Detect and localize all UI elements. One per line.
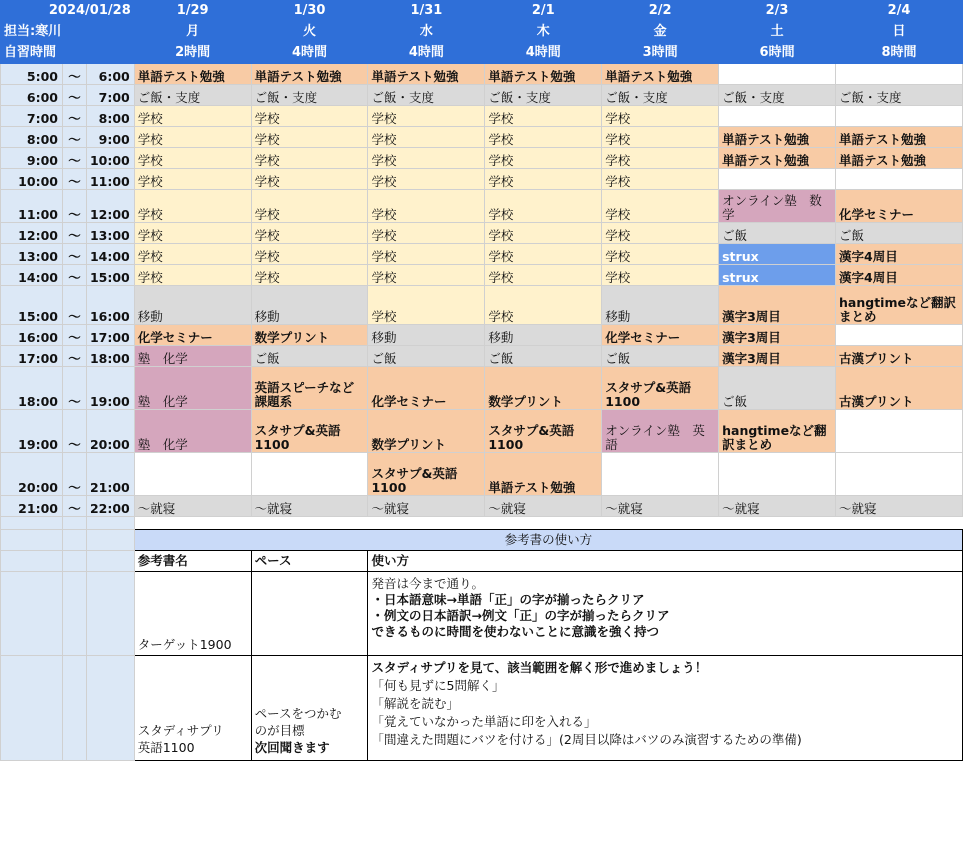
time-slot-row [1, 106, 963, 127]
time-tilde: ～ [62, 223, 86, 244]
schedule-cell: 学校 [251, 244, 368, 265]
study-hours-cell: 6時間 [719, 43, 836, 64]
schedule-cell: ～就寝 [134, 496, 251, 517]
time-start: 19:00 [1, 410, 63, 453]
schedule-cell: スタサプ&英語1100 [368, 453, 485, 496]
time-tilde: ～ [62, 286, 86, 325]
reference-book-pace [251, 572, 368, 656]
weekday-sun: 日 [836, 22, 963, 43]
time-end: 7:00 [86, 85, 134, 106]
time-slot-row [1, 127, 963, 148]
time-start: 12:00 [1, 223, 63, 244]
time-end: 18:00 [86, 346, 134, 367]
time-slot-row [1, 190, 963, 223]
schedule-cell: 移動 [602, 286, 719, 325]
schedule-cell: 学校 [134, 265, 251, 286]
schedule-cell: 学校 [602, 169, 719, 190]
time-start: 15:00 [1, 286, 63, 325]
blank-cell [86, 656, 134, 761]
time-tilde: ～ [62, 148, 86, 169]
schedule-cell: 単語テスト勉強 [134, 64, 251, 85]
schedule-cell: 学校 [251, 127, 368, 148]
schedule-cell: 単語テスト勉強 [602, 64, 719, 85]
time-tilde: ～ [62, 325, 86, 346]
schedule-cell [836, 453, 963, 496]
schedule-cell: strux [719, 244, 836, 265]
usage-line: 「覚えていなかった単語に印を入れる」 [371, 714, 597, 729]
schedule-cell [836, 106, 963, 127]
time-slot-row [1, 346, 963, 367]
time-start: 5:00 [1, 64, 63, 85]
time-start: 13:00 [1, 244, 63, 265]
schedule-cell: 単語テスト勉強 [719, 148, 836, 169]
weekday-fri: 金 [602, 22, 719, 43]
time-tilde: ～ [62, 410, 86, 453]
blank-cell [1, 517, 63, 530]
time-end: 11:00 [86, 169, 134, 190]
schedule-cell: 学校 [251, 169, 368, 190]
schedule-cell: 学校 [485, 106, 602, 127]
usage-line: できるものに時間を使わないことに意識を強く持つ [371, 624, 659, 639]
time-start: 16:00 [1, 325, 63, 346]
schedule-cell: 漢字3周目 [719, 325, 836, 346]
time-start: 21:00 [1, 496, 63, 517]
study-hours-cell: 8時間 [836, 43, 963, 64]
time-end: 10:00 [86, 148, 134, 169]
time-end: 13:00 [86, 223, 134, 244]
reference-section [1, 517, 963, 761]
time-end: 22:00 [86, 496, 134, 517]
study-hours-cell: 4時間 [368, 43, 485, 64]
time-end: 21:00 [86, 453, 134, 496]
reference-book-pace [251, 656, 368, 761]
time-start: 9:00 [1, 148, 63, 169]
book-name-line: 英語1100 [137, 740, 195, 755]
schedule-cell: 単語テスト勉強 [485, 64, 602, 85]
schedule-cell: ご飯・支度 [836, 85, 963, 106]
time-slot-row [1, 367, 963, 410]
usage-line: 「解説を読む」 [371, 696, 459, 711]
schedule-cell: ご飯 [251, 346, 368, 367]
schedule-cell: オンライン塾 英語 [602, 410, 719, 453]
schedule-cell: 学校 [485, 265, 602, 286]
schedule-cell: 漢字3周目 [719, 286, 836, 325]
blank-cell [1, 530, 63, 551]
schedule-cell: スタサプ&英語1100 [251, 410, 368, 453]
time-end: 8:00 [86, 106, 134, 127]
study-hours-cell: 4時間 [251, 43, 368, 64]
schedule-cell: 数学プリント [368, 410, 485, 453]
schedule-cell: 学校 [602, 265, 719, 286]
schedule-cell: 学校 [485, 169, 602, 190]
schedule-cell: 塾 化学 [134, 367, 251, 410]
date-row [1, 1, 963, 22]
time-slot-row [1, 244, 963, 265]
schedule-cell: 学校 [368, 169, 485, 190]
blank-cell [86, 572, 134, 656]
reference-title: 参考書の使い方 [134, 530, 962, 551]
weekday-sat: 土 [719, 22, 836, 43]
schedule-cell: 単語テスト勉強 [485, 453, 602, 496]
weekday-tue: 火 [251, 22, 368, 43]
schedule-cell: ご飯 [368, 346, 485, 367]
spacer-row [1, 517, 963, 530]
date-1-30: 1/30 [251, 1, 368, 22]
time-slot-row [1, 265, 963, 286]
time-tilde: ～ [62, 453, 86, 496]
time-tilde: ～ [62, 496, 86, 517]
schedule-cell: ご飯・支度 [602, 85, 719, 106]
time-start: 18:00 [1, 367, 63, 410]
schedule-cell [719, 106, 836, 127]
time-end: 17:00 [86, 325, 134, 346]
time-slot-row [1, 453, 963, 496]
time-start: 20:00 [1, 453, 63, 496]
reference-header-row [1, 551, 963, 572]
schedule-cell: 化学セミナー [134, 325, 251, 346]
schedule-cell: 学校 [602, 127, 719, 148]
blank-cell [62, 572, 86, 656]
schedule-cell: ご飯・支度 [719, 85, 836, 106]
schedule-cell: 学校 [368, 106, 485, 127]
reference-col-usage: 使い方 [368, 551, 963, 572]
time-slot-row [1, 64, 963, 85]
schedule-cell: 学校 [134, 169, 251, 190]
blank-cell [134, 517, 962, 530]
study-hours-row [1, 43, 963, 64]
schedule-cell: 学校 [602, 244, 719, 265]
study-hours-cell: 2時間 [134, 43, 251, 64]
time-start: 8:00 [1, 127, 63, 148]
time-start: 11:00 [1, 190, 63, 223]
time-slot-row [1, 85, 963, 106]
schedule-cell: 古漢プリント [836, 346, 963, 367]
schedule-cell: 学校 [134, 244, 251, 265]
time-start: 7:00 [1, 106, 63, 127]
schedule-cell: 学校 [368, 265, 485, 286]
reference-book-usage [368, 572, 963, 656]
schedule-cell: ご飯 [719, 367, 836, 410]
pace-line: のが目標 [254, 723, 305, 738]
schedule-cell: 学校 [485, 286, 602, 325]
time-end: 16:00 [86, 286, 134, 325]
schedule-cell: 化学セミナー [836, 190, 963, 223]
study-hours-cell: 3時間 [602, 43, 719, 64]
schedule-cell: ～就寝 [719, 496, 836, 517]
time-end: 19:00 [86, 367, 134, 410]
schedule-cell: strux [719, 265, 836, 286]
schedule-cell: 学校 [251, 265, 368, 286]
schedule-cell: 学校 [485, 190, 602, 223]
time-end: 12:00 [86, 190, 134, 223]
time-end: 20:00 [86, 410, 134, 453]
blank-cell [86, 517, 134, 530]
time-slot-row [1, 286, 963, 325]
schedule-body [1, 64, 963, 517]
usage-line: 「何も見ずに5問解く」 [371, 678, 505, 693]
schedule-cell: 学校 [134, 223, 251, 244]
time-slot-row [1, 325, 963, 346]
schedule-cell: 単語テスト勉強 [368, 64, 485, 85]
time-start: 10:00 [1, 169, 63, 190]
schedule-cell [719, 453, 836, 496]
schedule-cell: 化学セミナー [368, 367, 485, 410]
time-tilde: ～ [62, 64, 86, 85]
time-end: 15:00 [86, 265, 134, 286]
schedule-cell: ～就寝 [836, 496, 963, 517]
weekday-mon: 月 [134, 22, 251, 43]
schedule-cell: ご飯 [602, 346, 719, 367]
schedule-cell: 単語テスト勉強 [719, 127, 836, 148]
pace-line: ペースをつかむ [254, 706, 342, 721]
weekday-row [1, 22, 963, 43]
schedule-cell: hangtimeなど翻訳まとめ [719, 410, 836, 453]
schedule-cell: hangtimeなど翻訳まとめ [836, 286, 963, 325]
schedule-cell: 学校 [251, 223, 368, 244]
schedule-cell: 学校 [134, 190, 251, 223]
study-hours-label: 自習時間 [1, 43, 135, 64]
time-end: 6:00 [86, 64, 134, 85]
date-2-3: 2/3 [719, 1, 836, 22]
blank-cell [62, 656, 86, 761]
date-1-29: 1/29 [134, 1, 251, 22]
schedule-cell [602, 453, 719, 496]
schedule-cell: 学校 [134, 106, 251, 127]
reference-col-name: 参考書名 [134, 551, 251, 572]
schedule-cell: 学校 [134, 127, 251, 148]
schedule-cell: ～就寝 [602, 496, 719, 517]
schedule-cell: 化学セミナー [602, 325, 719, 346]
reference-row-studysapuri [1, 656, 963, 761]
schedule-cell: 学校 [485, 148, 602, 169]
schedule-cell: 学校 [251, 148, 368, 169]
schedule-cell: 学校 [602, 190, 719, 223]
time-start: 6:00 [1, 85, 63, 106]
time-tilde: ～ [62, 85, 86, 106]
time-slot-row [1, 148, 963, 169]
schedule-cell: 数学プリント [251, 325, 368, 346]
schedule-cell: 漢字3周目 [719, 346, 836, 367]
schedule-cell: 数学プリント [485, 367, 602, 410]
schedule-cell: 移動 [485, 325, 602, 346]
schedule-cell: スタサプ&英語1100 [602, 367, 719, 410]
time-end: 9:00 [86, 127, 134, 148]
schedule-cell [836, 64, 963, 85]
schedule-cell: 学校 [134, 148, 251, 169]
date-2-2: 2/2 [602, 1, 719, 22]
schedule-cell: 学校 [602, 106, 719, 127]
schedule-cell [251, 453, 368, 496]
schedule-cell: 学校 [368, 148, 485, 169]
weekday-wed: 水 [368, 22, 485, 43]
schedule-cell: 学校 [368, 190, 485, 223]
schedule-cell: ご飯・支度 [368, 85, 485, 106]
schedule-cell: 単語テスト勉強 [836, 148, 963, 169]
schedule-cell: 移動 [134, 286, 251, 325]
blank-cell [1, 551, 63, 572]
usage-line: ・例文の日本語訳→例文「正」の字が揃ったらクリア [371, 608, 670, 623]
time-tilde: ～ [62, 169, 86, 190]
schedule-cell: 学校 [485, 223, 602, 244]
date-2-4: 2/4 [836, 1, 963, 22]
schedule-cell: 塾 化学 [134, 410, 251, 453]
teacher-label: 担当:寒川 [1, 22, 135, 43]
schedule-cell: 単語テスト勉強 [836, 127, 963, 148]
blank-cell [62, 517, 86, 530]
time-slot-row [1, 169, 963, 190]
schedule-cell: 学校 [251, 106, 368, 127]
time-slot-row [1, 410, 963, 453]
schedule-cell: 学校 [485, 244, 602, 265]
blank-cell [62, 530, 86, 551]
schedule-cell: 英語スピーチなど課題系 [251, 367, 368, 410]
schedule-cell: ご飯 [485, 346, 602, 367]
blank-cell [1, 572, 63, 656]
schedule-cell: 漢字4周目 [836, 265, 963, 286]
schedule-cell: 学校 [485, 127, 602, 148]
time-slot-row [1, 496, 963, 517]
schedule-cell [719, 169, 836, 190]
schedule-cell [836, 169, 963, 190]
schedule-cell: 移動 [251, 286, 368, 325]
book-name-line: スタディサプリ [137, 723, 224, 738]
schedule-cell: ご飯・支度 [251, 85, 368, 106]
schedule-cell [836, 325, 963, 346]
date-1-31: 1/31 [368, 1, 485, 22]
reference-row-target1900 [1, 572, 963, 656]
reference-book-usage [368, 656, 963, 761]
schedule-cell [836, 410, 963, 453]
schedule-cell: ～就寝 [251, 496, 368, 517]
reference-book-name: ターゲット1900 [134, 572, 251, 656]
schedule-cell: 移動 [368, 325, 485, 346]
schedule-cell: ご飯・支度 [134, 85, 251, 106]
usage-line: ・日本語意味→単語「正」の字が揃ったらクリア [371, 592, 645, 607]
blank-cell [86, 530, 134, 551]
time-tilde: ～ [62, 346, 86, 367]
reference-date: 2024/01/28 [1, 1, 135, 22]
schedule-cell [719, 64, 836, 85]
time-start: 17:00 [1, 346, 63, 367]
schedule-cell: 漢字4周目 [836, 244, 963, 265]
schedule-cell: 古漢プリント [836, 367, 963, 410]
time-tilde: ～ [62, 367, 86, 410]
weekday-thu: 木 [485, 22, 602, 43]
time-tilde: ～ [62, 127, 86, 148]
blank-cell [62, 551, 86, 572]
time-tilde: ～ [62, 106, 86, 127]
schedule-cell: 学校 [368, 127, 485, 148]
reference-title-row [1, 530, 963, 551]
schedule-cell: ～就寝 [485, 496, 602, 517]
schedule-cell: 学校 [368, 244, 485, 265]
schedule-cell: 単語テスト勉強 [251, 64, 368, 85]
schedule-cell: 学校 [251, 190, 368, 223]
time-start: 14:00 [1, 265, 63, 286]
schedule-cell: ご飯 [719, 223, 836, 244]
date-2-1: 2/1 [485, 1, 602, 22]
schedule-cell: ご飯 [836, 223, 963, 244]
schedule-cell: 学校 [368, 223, 485, 244]
time-end: 14:00 [86, 244, 134, 265]
study-hours-cell: 4時間 [485, 43, 602, 64]
schedule-cell [134, 453, 251, 496]
blank-cell [1, 656, 63, 761]
usage-line: スタディサプリを見て、該当範囲を解く形で進めましょう！ [371, 660, 708, 675]
time-tilde: ～ [62, 190, 86, 223]
reference-book-name [134, 656, 251, 761]
schedule-cell: ご飯・支度 [485, 85, 602, 106]
schedule-cell: スタサプ&英語1100 [485, 410, 602, 453]
schedule-cell: ～就寝 [368, 496, 485, 517]
usage-line: 「間違えた問題にバツを付ける」(2周目以降はバツのみ演習するための準備) [371, 732, 802, 747]
pace-line: 次回聞きます [254, 740, 330, 755]
time-tilde: ～ [62, 265, 86, 286]
schedule-cell: 塾 化学 [134, 346, 251, 367]
schedule-cell: オンライン塾 数学 [719, 190, 836, 223]
time-tilde: ～ [62, 244, 86, 265]
time-slot-row [1, 223, 963, 244]
usage-line: 発音は今まで通り。 [371, 576, 484, 591]
schedule-cell: 学校 [602, 223, 719, 244]
reference-col-pace: ペース [251, 551, 368, 572]
schedule-cell: 学校 [368, 286, 485, 325]
blank-cell [86, 551, 134, 572]
schedule-cell: 学校 [602, 148, 719, 169]
